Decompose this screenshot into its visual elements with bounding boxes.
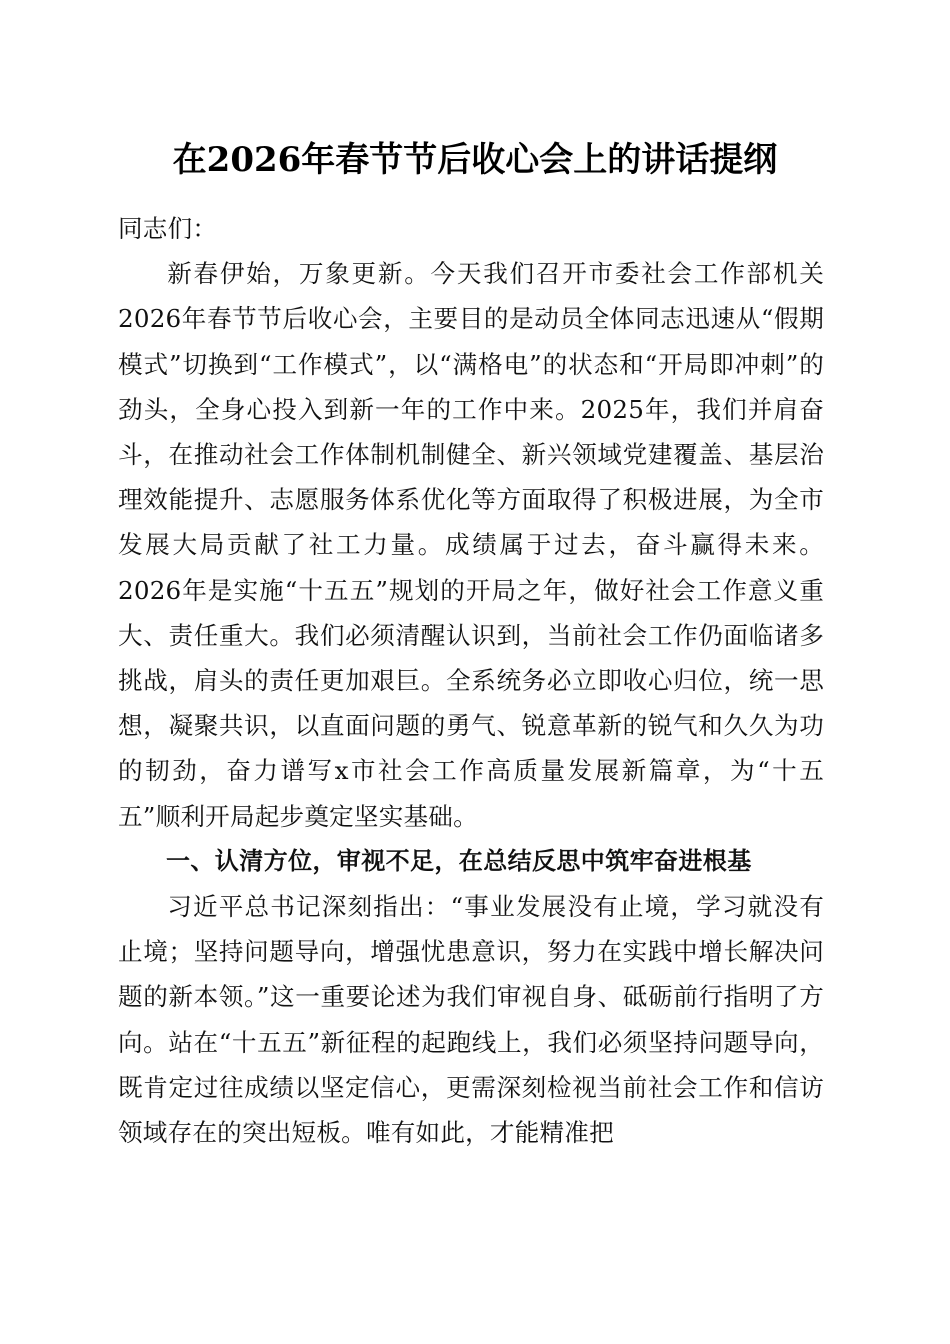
document-title: 在2026年春节节后收心会上的讲话提纲 <box>172 140 778 180</box>
salutation: 同志们： <box>118 214 218 243</box>
document-body <box>118 206 824 1155</box>
paragraph-section-1: 习近平总书记深刻指出：“事业发展没有止境，学习就没有止境；坚持问题导向，增强忧患意识，努力在实践中增长解决问题的新本领。”这一重要论述为我们审视自身、砥砺前行指明了方向。站在“十五五”新征程的起跑线上，我们必须坚持问题导向，既肯定过往成绩以坚定信心，更需深刻检视当前社会工作和信访领域存在的突出短板。唯有如此，才能精准把 <box>118 892 824 1148</box>
paragraph-intro: 新春伊始，万象更新。今天我们召开市委社会工作部机关2026年春节节后收心会，主要目的是动员全体同志迅速从“假期模式”切换到“工作模式”，以“满格电”的状态和“开局即冲刺”的劲头，全身心投入到新一年的工作中来。2025年，我们并肩奋斗，在推动社会工作体制机制健全、新兴领域党建覆盖、基层治理效能提升、志愿服务体系优化等方面取得了积极进展，为全市发展大局贡献了社工力量。成绩属于过去，奋斗赢得未来。2026年是实施“十五五”规划的开局之年，做好社会工作意义重大、责任重大。我们必须清醒认识到，当前社会工作仍面临诸多挑战，肩头的责任更加艰巨。全系统务必立即收心归位，统一思想，凝聚共识，以直面问题的勇气、锐意革新的锐气和久久为功的韧劲，奋力谱写x市社会工作高质量发展新篇章，为“十五五”顺利开局起步奠定坚实基础。 <box>118 259 824 831</box>
section-heading-1: 一、认清方位，审视不足，在总结反思中筑牢奋进根基 <box>166 846 752 875</box>
